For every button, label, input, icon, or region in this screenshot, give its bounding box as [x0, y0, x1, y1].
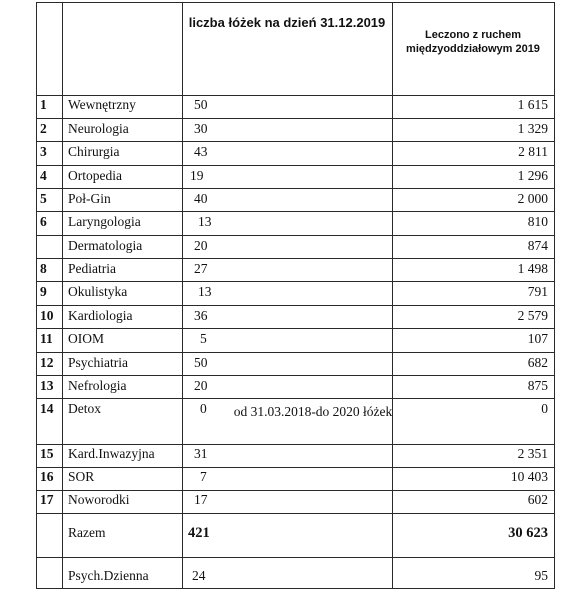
row-number: 15: [40, 446, 54, 461]
ward-name: Nefrologia: [68, 378, 127, 393]
treated-value: 1 329: [517, 121, 548, 136]
row-divider: [36, 118, 554, 119]
treated-value: 810: [527, 214, 548, 229]
treated-value: 875: [527, 378, 548, 393]
beds-value: 27: [194, 261, 208, 276]
row-number: 16: [40, 469, 54, 484]
ward-name: Detox: [68, 401, 101, 416]
day-label: Psych.Dzienna: [68, 568, 149, 583]
beds-value: 20: [194, 238, 208, 253]
total-label: Razem: [68, 525, 106, 540]
row-number: 1: [40, 97, 47, 112]
ward-name: Noworodki: [68, 492, 130, 507]
ward-name: Ortopedia: [68, 168, 122, 183]
row-divider: [36, 235, 554, 236]
row-divider: [36, 490, 554, 491]
row-divider: [36, 305, 554, 306]
treated-value: 2 351: [517, 446, 548, 461]
row-number: 9: [40, 284, 47, 299]
ward-name: Okulistyka: [68, 284, 128, 299]
row-divider: [36, 328, 554, 329]
detox-note: od 31.03.2018-do 2020 łóżek: [233, 404, 393, 419]
row-number: 17: [40, 492, 54, 507]
row-number: 11: [40, 331, 53, 346]
treated-value: 1 498: [517, 261, 548, 276]
row-divider: [36, 375, 554, 376]
beds-value: 20: [194, 378, 208, 393]
beds-value: 40: [194, 191, 208, 206]
row-divider: [36, 513, 554, 514]
treated-value: 10 403: [510, 469, 548, 484]
treated-value: 1 615: [517, 97, 548, 112]
row-divider: [36, 444, 554, 445]
treated-value: 602: [527, 492, 548, 507]
row-number: 14: [40, 401, 54, 416]
day-beds: 24: [192, 568, 206, 583]
row-number: 13: [40, 378, 54, 393]
row-divider: [36, 398, 554, 399]
beds-value: 13: [198, 284, 212, 299]
beds-value: 43: [194, 144, 208, 159]
total-beds: 421: [188, 525, 210, 541]
row-number: 3: [40, 144, 47, 159]
row-divider: [36, 95, 554, 96]
treated-value: 1 296: [517, 168, 548, 183]
ward-name: Chirurgia: [68, 144, 120, 159]
header-treated: Leczono z ruchem międzyoddziałowym 2019: [406, 29, 540, 55]
ward-name: Psychiatria: [68, 355, 128, 370]
ward-name: Pediatria: [68, 261, 116, 276]
treated-value: 0: [541, 401, 548, 416]
row-divider: [36, 352, 554, 353]
row-divider: [36, 258, 554, 259]
beds-value: 19: [190, 168, 204, 183]
treated-value: 2 000: [517, 191, 548, 206]
beds-value: 5: [200, 331, 207, 346]
treated-value: 682: [527, 355, 548, 370]
beds-value: 17: [194, 492, 208, 507]
row-divider: [36, 588, 554, 589]
beds-value: 30: [194, 121, 208, 136]
row-number: 12: [40, 355, 54, 370]
beds-value: 31: [194, 446, 208, 461]
ward-name: Dermatologia: [68, 238, 143, 253]
treated-value: 874: [527, 238, 548, 253]
day-treated: 95: [534, 568, 548, 583]
row-divider: [36, 2, 554, 3]
row-divider: [36, 467, 554, 468]
row-divider: [36, 141, 554, 142]
treated-value: 107: [527, 331, 548, 346]
row-number: 6: [40, 214, 47, 229]
header-beds: liczba łóżek na dzień 31.12.2019: [188, 15, 386, 30]
total-treated: 30 623: [508, 525, 548, 541]
ward-name: Wewnętrzny: [68, 97, 136, 112]
column-divider: [36, 2, 37, 589]
ward-name: SOR: [68, 469, 95, 484]
ward-name: Kardiologia: [68, 308, 133, 323]
row-divider: [36, 165, 554, 166]
column-divider: [392, 2, 393, 589]
treated-value: 791: [527, 284, 548, 299]
row-divider: [36, 188, 554, 189]
column-divider: [62, 2, 63, 589]
beds-value: 7: [200, 469, 207, 484]
ward-name: Laryngologia: [68, 214, 141, 229]
row-number: 4: [40, 168, 47, 183]
beds-value: 36: [194, 308, 208, 323]
column-divider: [182, 2, 183, 589]
row-number: 10: [40, 308, 54, 323]
beds-value: 50: [194, 97, 208, 112]
row-number: 5: [40, 191, 47, 206]
ward-name: Neurologia: [68, 121, 129, 136]
treated-value: 2 579: [517, 308, 548, 323]
beds-value: 0: [200, 401, 207, 416]
row-divider: [36, 211, 554, 212]
beds-value: 13: [198, 214, 212, 229]
ward-name: OIOM: [68, 331, 104, 346]
row-number: 8: [40, 261, 47, 276]
ward-name: Poł-Gin: [68, 191, 111, 206]
column-divider: [554, 2, 555, 589]
beds-value: 50: [194, 355, 208, 370]
row-divider: [36, 557, 554, 558]
ward-name: Kard.Inwazyjna: [68, 446, 155, 461]
treated-value: 2 811: [518, 144, 548, 159]
row-divider: [36, 281, 554, 282]
row-number: 2: [40, 121, 47, 136]
